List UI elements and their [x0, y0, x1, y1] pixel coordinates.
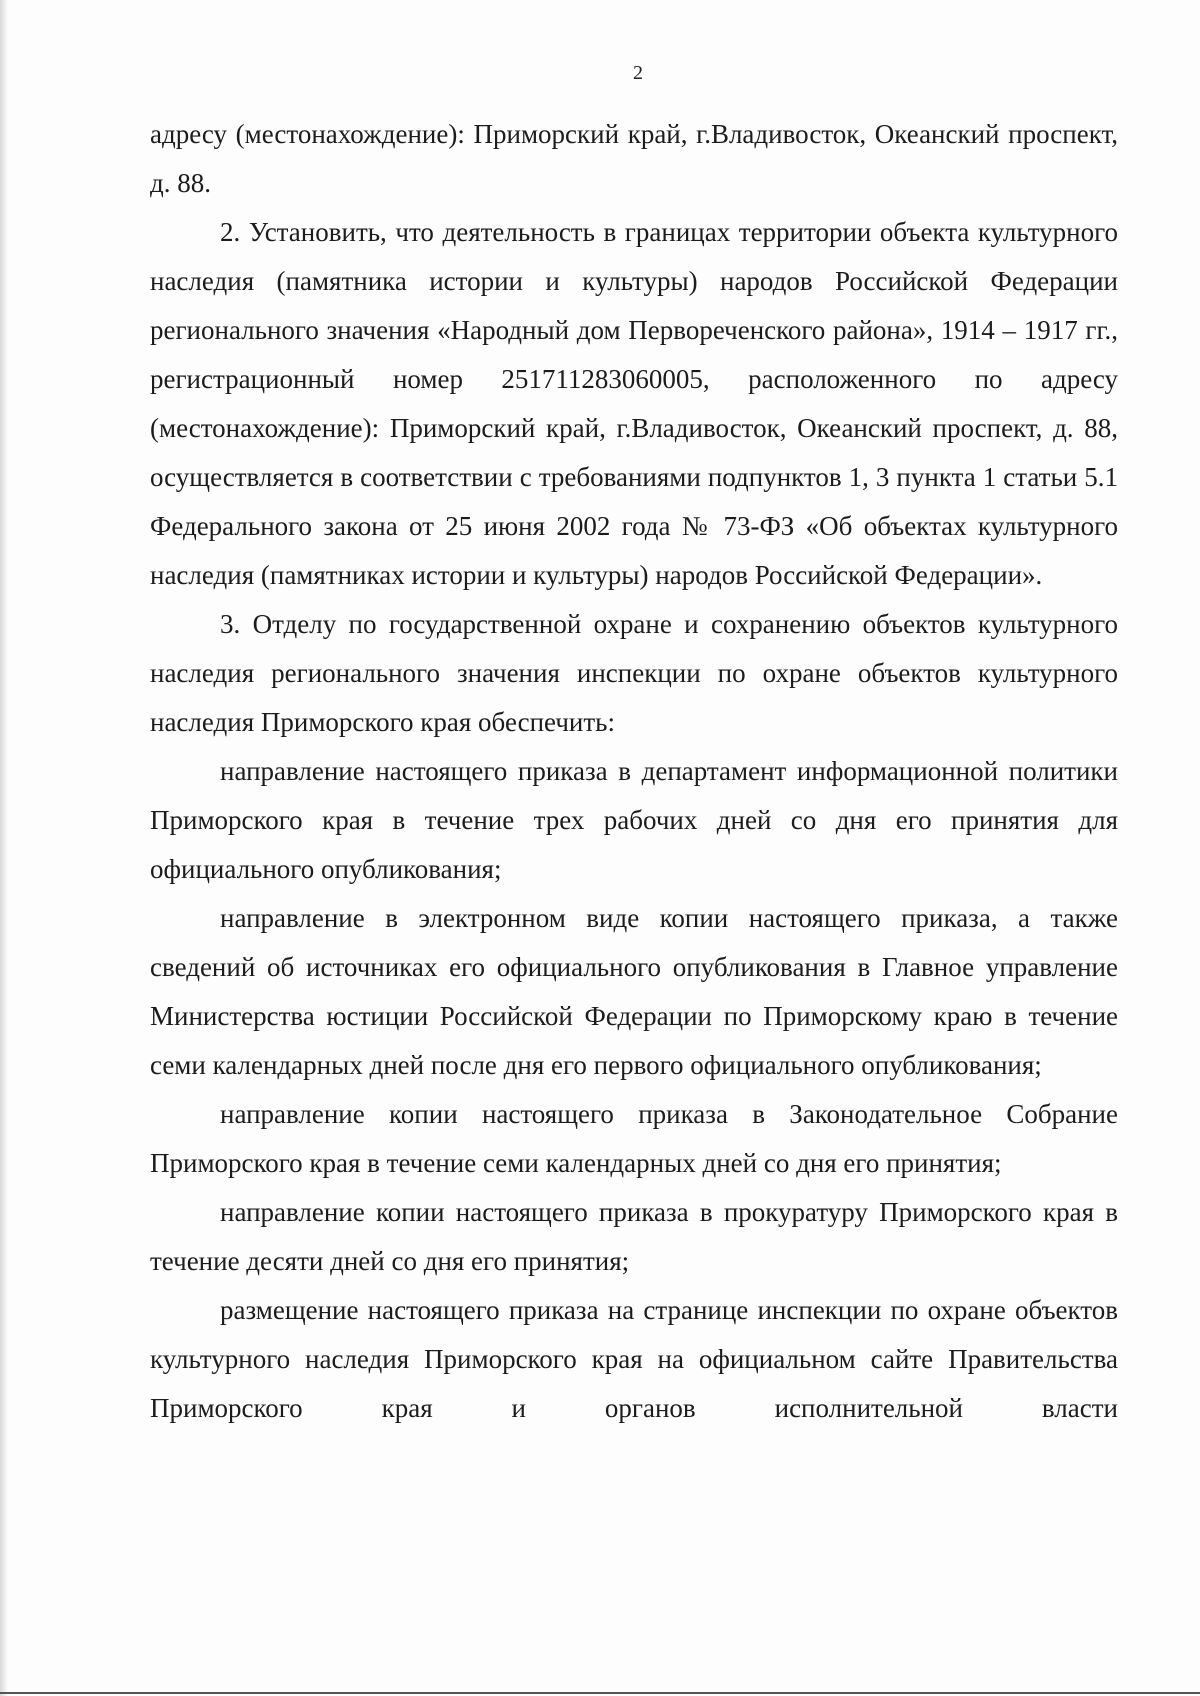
- paragraph-website-placement: размещение настоящего приказа на странице инспекции по охране объектов культурного наследия Приморского края на официальном сайте Правительства Приморского края и органов исполнительной власти: [150, 1295, 1118, 1423]
- paragraph-justice-ministry: направление в электронном виде копии настоящего приказа, а также сведений об источниках его официального опубликования в Главное управление Министерства юстиции Российской Федерации по Приморскому краю в течение семи календарных дней после дня его первого официального опубликования;: [150, 903, 1118, 1080]
- paragraph-item-2: 2. Установить, что деятельность в границах территории объекта культурного наследия (памятника истории и культуры) народов Российской Федерации регионального значения «Народный дом Первореченского района», 1914 – 1917 гг., регистрационный номер 251711283060005, расположенного по адресу (местонахождение): Приморский край, г.Владивосток, Океанский проспект, д. 88, осуществляется в соответствии с требованиями подпунктов 1, 3 пункта 1 статьи 5.1 Федерального закона от 25 июня 2002 года № 73-ФЗ «Об объектах культурного наследия (памятниках истории и культуры) народов Российской Федерации».: [150, 217, 1118, 590]
- paragraph-legislative-assembly: направление копии настоящего приказа в Законодательное Собрание Приморского края в течение семи календарных дней со дня его принятия;: [150, 1099, 1118, 1178]
- paragraph-item-3: 3. Отделу по государственной охране и сохранению объектов культурного наследия регионального значения инспекции по охране объектов культурного наследия Приморского края обеспечить:: [150, 609, 1118, 737]
- paragraph-prosecutor: направление копии настоящего приказа в прокуратуру Приморского края в течение десяти дней со дня его принятия;: [150, 1197, 1118, 1276]
- page-bottom-edge: [0, 1692, 1200, 1694]
- scan-edge-shadow: [0, 0, 8, 1696]
- paragraph-address-continuation: адресу (местонахождение): Приморский край, г.Владивосток, Океанский проспект, д. 88.: [150, 119, 1118, 198]
- page-number: 2: [633, 62, 643, 84]
- document-body: [150, 110, 1118, 1433]
- paragraph-publication-dept: направление настоящего приказа в департамент информационной политики Приморского края в течение трех рабочих дней со дня его принятия для официального опубликования;: [150, 756, 1118, 884]
